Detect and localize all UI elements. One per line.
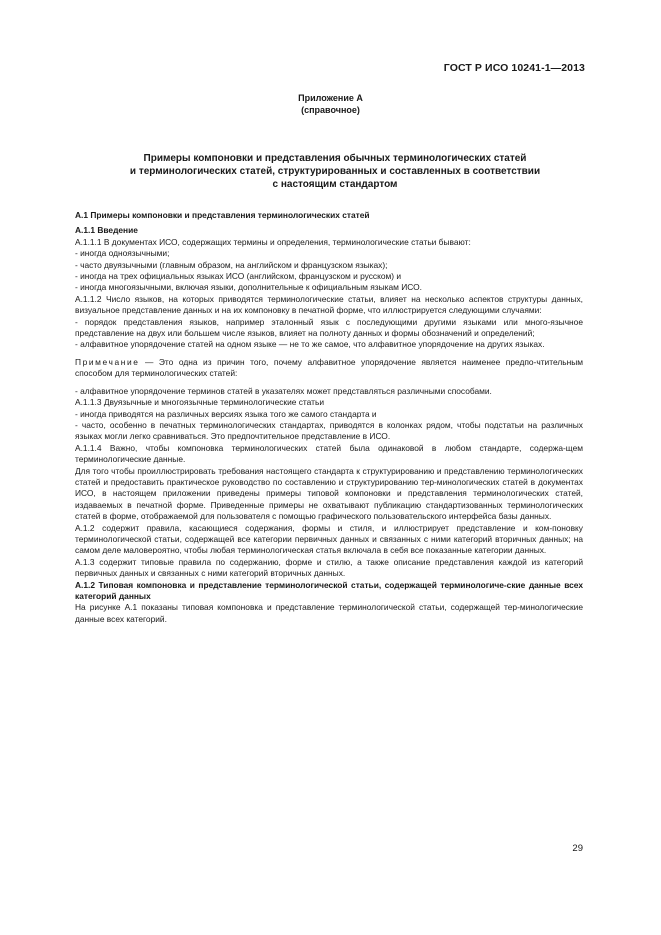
page-number: 29 [572,843,583,854]
paragraph-a111: А.1.1.1 В документах ИСО, содержащих термины и определения, терминологические статьи бывают: [75,236,471,247]
list-item: - иногда на трех официальных языках ИСО (английском, французском и русском) и [75,271,402,282]
paragraph-purpose: Для того чтобы проиллюстрировать требования настоящего стандарта к структурированию и представлению терминологических статей и предоставить практическое руководство по составлению и структурированию тер-минологических статей в документах ИСО, в настоящем приложении приведены примеры типовой компоновки и представления терминологических статей, издаваемых в печатной форме. Приведенные примеры не охватывают публикацию стандартизованных терминологических статей в форме, отображаемой для пользователя с помощью графического пользовательского интерфейса базы данных. [75,465,583,522]
appendix-subtitle: (справочное) [301,105,360,115]
section-heading-a1: А.1 Примеры компоновки и представления терминологических статей [75,210,370,220]
standard-code: ГОСТ Р ИСО 10241-1—2013 [443,62,585,74]
list-item: - часто двуязычными (главным образом, на английском и французском языках); [75,259,388,270]
list-item: - алфавитное упорядочение терминов статей в указателях может представляться различными способами. [75,385,492,396]
paragraph-a13-description: А.1.3 содержит типовые правила по содержанию, форме и стилю, а также описание представления каждой из категорий первичных данных и связанных с ними категорий вторичных данных. [75,556,583,579]
paragraph-a114: А.1.1.4 Важно, чтобы компоновка терминологических статей была одинаковой в любом стандарте, содержа-щем терминологические данные. [75,442,583,465]
paragraph-figure-reference: На рисунке А.1 показаны типовая компоновка и представление терминологической статьи, содержащей тер-минологические данные всех категорий. [75,602,583,624]
paragraph-a113: А.1.1.3 Двуязычные и многоязычные терминологические статьи [75,397,325,408]
main-title [70,152,600,191]
note-label: Примечание [75,356,140,367]
list-item: - иногда приводятся на различных версиях языка того же самого стандарта и [75,408,377,419]
list-item: - часто, особенно в печатных терминологических стандартах, приводятся в колонках рядом, чтобы подстатьи на различных языках могли легко сравниваться. Это предпочтительное представление в ИСО. [75,419,583,442]
list-item: - иногда многоязычными, включая языки, дополнительные к официальным языкам ИСО. [75,282,422,293]
appendix-heading [0,92,661,116]
section-heading-a11: А.1.1 Введение [75,225,138,236]
main-title-line: Примеры компоновки и представления обычных терминологических статей [143,153,527,164]
paragraph-a112: А.1.1.2 Число языков, на которых приводятся терминологические статьи, влияет на несколько аспектов структуры данных, визуальное представление данных и на их компоновку в печатной форме, что иллюстрируется следующими случаями: [75,293,583,316]
list-item: - порядок представления языков, например эталонный язык с последующими другими языками или много-язычное представление на двух или большем числе языков, влияет на полноту данных и формы обозначений и определений; [75,316,583,339]
note [75,357,583,380]
list-item: - алфавитное упорядочение статей на одном языке — не то же самое, что алфавитное упорядочение на других языках. [75,339,545,350]
section-heading-a12: А.1.2 Типовая компоновка и представление терминологической статьи, содержащей терминологиче-ские данные всех категорий данных [75,579,583,601]
note-text: — Это одна из причин того, почему алфавитное упорядочение является наименее предпо-чтительным способом для терминологических статей: [75,356,583,379]
document-body [75,210,583,625]
paragraph-a12-description: А.1.2 содержит правила, касающиеся содержания, формы и стиля, и иллюстрирует представление и ком-поновку терминологической статьи, содержащей все категории первичных данных и связанных с ними категорий вторичных данных; на самом деле маловероятно, чтобы любая терминологическая статья включала в себя все показанные категории данных. [75,522,583,556]
appendix-title: Приложение А [298,93,363,103]
main-title-line: и терминологических статей, структурированных и составленных в соответствии [129,166,541,177]
list-item: - иногда одноязычными; [75,248,170,259]
main-title-line: с настоящим стандартом [272,179,398,190]
